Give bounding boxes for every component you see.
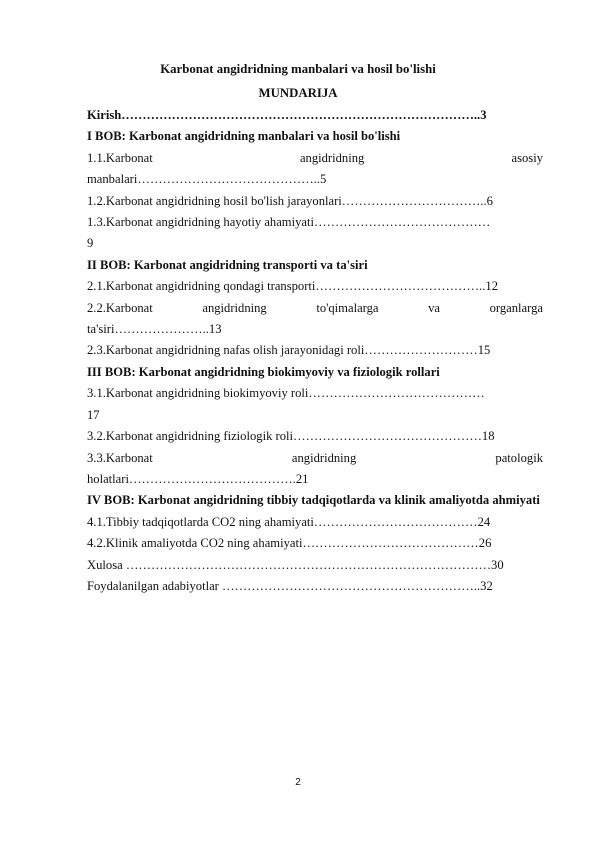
toc-entry-3-1: 3.1.Karbonat angidridning biokimyoviy roli…………………………………… — [87, 386, 485, 401]
toc-chapter-1: I BOB: Karbonat angidridning manbalari va hosil bo'lishi — [87, 129, 401, 144]
page-number: 2 — [295, 777, 301, 788]
toc-entry-intro: Kirish…………………………………………………………………………..3 — [87, 108, 487, 122]
document-title: Karbonat angidridning manbalari va hosil bo'lishi — [160, 62, 436, 76]
toc-entry-2-2-continued: ta'siri…………………..13 — [87, 322, 222, 337]
toc-chapter-2: II BOB: Karbonat angidridning transporti va ta'siri — [87, 257, 368, 272]
toc-entry-1-2: 1.2.Karbonat angidridning hosil bo'lish jarayonlari……………………………..6 — [87, 193, 493, 208]
toc-entry-4-2: 4.2.Klinik amaliyotda CO2 ning ahamiyati……………………………………26 — [87, 536, 492, 551]
table-of-contents — [87, 105, 543, 597]
toc-entry-1-1: 1.1.Karbonat angidridning asosiy — [87, 150, 543, 165]
toc-entry-3-3-continued: holatlari………………………………….21 — [87, 471, 309, 486]
toc-entry-1-3-page: 9 — [87, 236, 94, 251]
toc-entry-3-3: 3.3.Karbonat angidridning patologik — [87, 450, 543, 465]
toc-entry-2-3: 2.3.Karbonat angidridning nafas olish jarayonidagi roli………………………15 — [87, 343, 491, 358]
toc-entry-1-1-continued: manbalari……………………………………..5 — [87, 172, 327, 187]
toc-entry-1-3: 1.3.Karbonat angidridning hayotiy ahamiyati…………………………………… — [87, 215, 491, 230]
toc-entry-conclusion: Xulosa ……………………………………………………………………………30 — [87, 557, 504, 572]
toc-entry-2-2: 2.2.Karbonat angidridning to'qimalarga va organlarga — [87, 300, 543, 315]
toc-chapter-3: III BOB: Karbonat angidridning biokimyoviy va fiziologik rollari — [87, 364, 440, 379]
toc-entry-2-1: 2.1.Karbonat angidridning qondagi transporti…………………………………..12 — [87, 279, 499, 294]
toc-heading: MUNDARIJA — [258, 86, 338, 100]
toc-entry-4-1: 4.1.Tibbiy tadqiqotlarda CO2 ning ahamiyati…………………………………24 — [87, 514, 491, 529]
toc-chapter-4: IV BOB: Karbonat angidridning tibbiy tadqiqotlarda va klinik amaliyotda ahmiyati — [87, 493, 540, 508]
toc-entry-references: Foydalanilgan adabiyotlar ……………………………………………………..32 — [87, 578, 493, 593]
toc-entry-3-1-page: 17 — [87, 407, 100, 422]
toc-entry-3-2: 3.2.Karbonat angidridning fiziologik roli………………………………………18 — [87, 429, 495, 444]
